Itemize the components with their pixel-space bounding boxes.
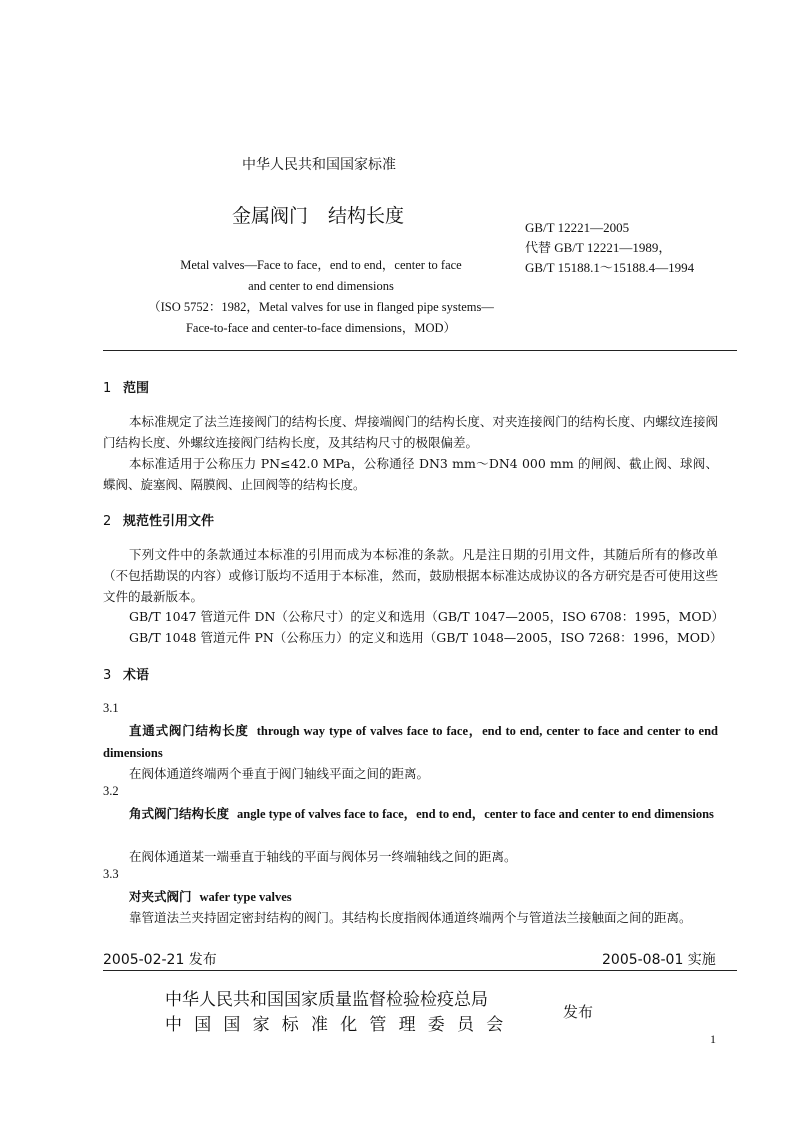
standard-code: GB/T 12221—2005	[525, 220, 630, 235]
reference-1: GB/T 1047 管道元件 DN（公称尺寸）的定义和选用（GB/T 1047—2005，ISO 6708：1995，MOD）	[129, 609, 725, 624]
english-title: Metal valves—Face to face，end to end，center to face and center to end dimensions	[180, 258, 462, 293]
term-3-3	[103, 886, 718, 908]
section-2-heading	[103, 510, 214, 529]
publish-label: 发布	[563, 1003, 594, 1021]
standard-code-block	[525, 218, 694, 278]
issuing-authorities	[165, 988, 515, 1038]
section-3-heading	[103, 664, 149, 683]
replaces-line1: 代替 GB/T 12221—1989，	[525, 240, 672, 255]
term-3-3-en: wafer type valves	[199, 890, 292, 904]
term-3-2-definition: 在阀体通道某一端垂直于轴线的平面与阀体另一终端轴线之间的距离。	[129, 849, 517, 864]
term-3-2-en: angle type of valves face to face，end to end，center to face and center to end dimensions	[237, 807, 714, 821]
section-2-paragraph-1: 下列文件中的条款通过本标准的引用而成为本标准的条款。凡是注日期的引用文件，其随后所有的修改单（不包括勘误的内容）或修订版均不适用于本标准，然而，鼓励根据本标准达成协议的各方研究是否可使用这些文件的最新版本。	[103, 547, 718, 604]
term-3-1-en: through way type of valves face to face，end to end, center to face and center to end dimensions	[103, 724, 718, 760]
section-1-number: 1	[103, 381, 112, 396]
term-3-3-definition: 靠管道法兰夹持固定密封结构的阀门。其结构长度指阀体通道终端两个与管道法兰接触面之间的距离。	[129, 910, 692, 925]
section-3-title: 术语	[123, 668, 150, 683]
reference-2: GB/T 1048 管道元件 PN（公称压力）的定义和选用（GB/T 1048—2005，ISO 7268：1996，MOD）	[129, 630, 723, 645]
title-part1: 金属阀门	[232, 205, 309, 227]
term-3-1-cn: 直通式阀门结构长度	[129, 723, 249, 738]
header-divider	[103, 350, 737, 351]
section-1-paragraph-1: 本标准规定了法兰连接阀门的结构长度、焊接端阀门的结构长度、对夹连接阀门的结构长度、内螺纹连接阀门结构长度、外螺纹连接阀门结构长度，及其结构尺寸的极限偏差。	[103, 414, 718, 450]
section-3-number: 3	[103, 668, 112, 683]
issue-date: 2005-02-21 发布	[103, 952, 217, 968]
page-number: 1	[710, 1032, 716, 1046]
term-3-2-cn: 角式阀门结构长度	[129, 806, 230, 821]
effective-date: 2005-08-01 实施	[602, 952, 716, 968]
issuer-2: 中国国家标准化管理委员会	[165, 1015, 516, 1035]
document-title	[232, 201, 404, 228]
term-3-2-number: 3.2	[103, 784, 119, 798]
section-1-title: 范围	[123, 381, 150, 396]
standard-type: 中华人民共和国国家标准	[242, 157, 396, 173]
term-3-1	[103, 720, 718, 764]
replaces-line2: GB/T 15188.1～15188.4—1994	[525, 260, 695, 275]
section-2-title: 规范性引用文件	[123, 514, 215, 529]
term-3-1-definition: 在阀体通道终端两个垂直于阀门轴线平面之间的距离。	[129, 766, 430, 781]
section-1-heading	[103, 377, 149, 396]
iso-reference: （ISO 5752：1982，Metal valves for use in flanged pipe systems—Face-to-face and center-to-face dimensions，MOD）	[148, 300, 494, 335]
term-3-3-number: 3.3	[103, 867, 119, 881]
term-3-3-cn: 对夹式阀门	[129, 889, 192, 904]
title-part2: 结构长度	[328, 205, 405, 227]
issuer-1: 中华人民共和国国家质量监督检验检疫总局	[165, 990, 488, 1010]
english-title-block	[140, 255, 502, 339]
section-1-paragraph-2: 本标准适用于公称压力 PN≤42.0 MPa，公称通径 DN3 mm～DN4 000 mm 的闸阀、截止阀、球阀、蝶阀、旋塞阀、隔膜阀、止回阀等的结构长度。	[103, 456, 718, 492]
term-3-1-number: 3.1	[103, 701, 119, 715]
term-3-2	[103, 803, 718, 825]
section-2-number: 2	[103, 514, 112, 529]
footer-divider	[103, 970, 737, 971]
